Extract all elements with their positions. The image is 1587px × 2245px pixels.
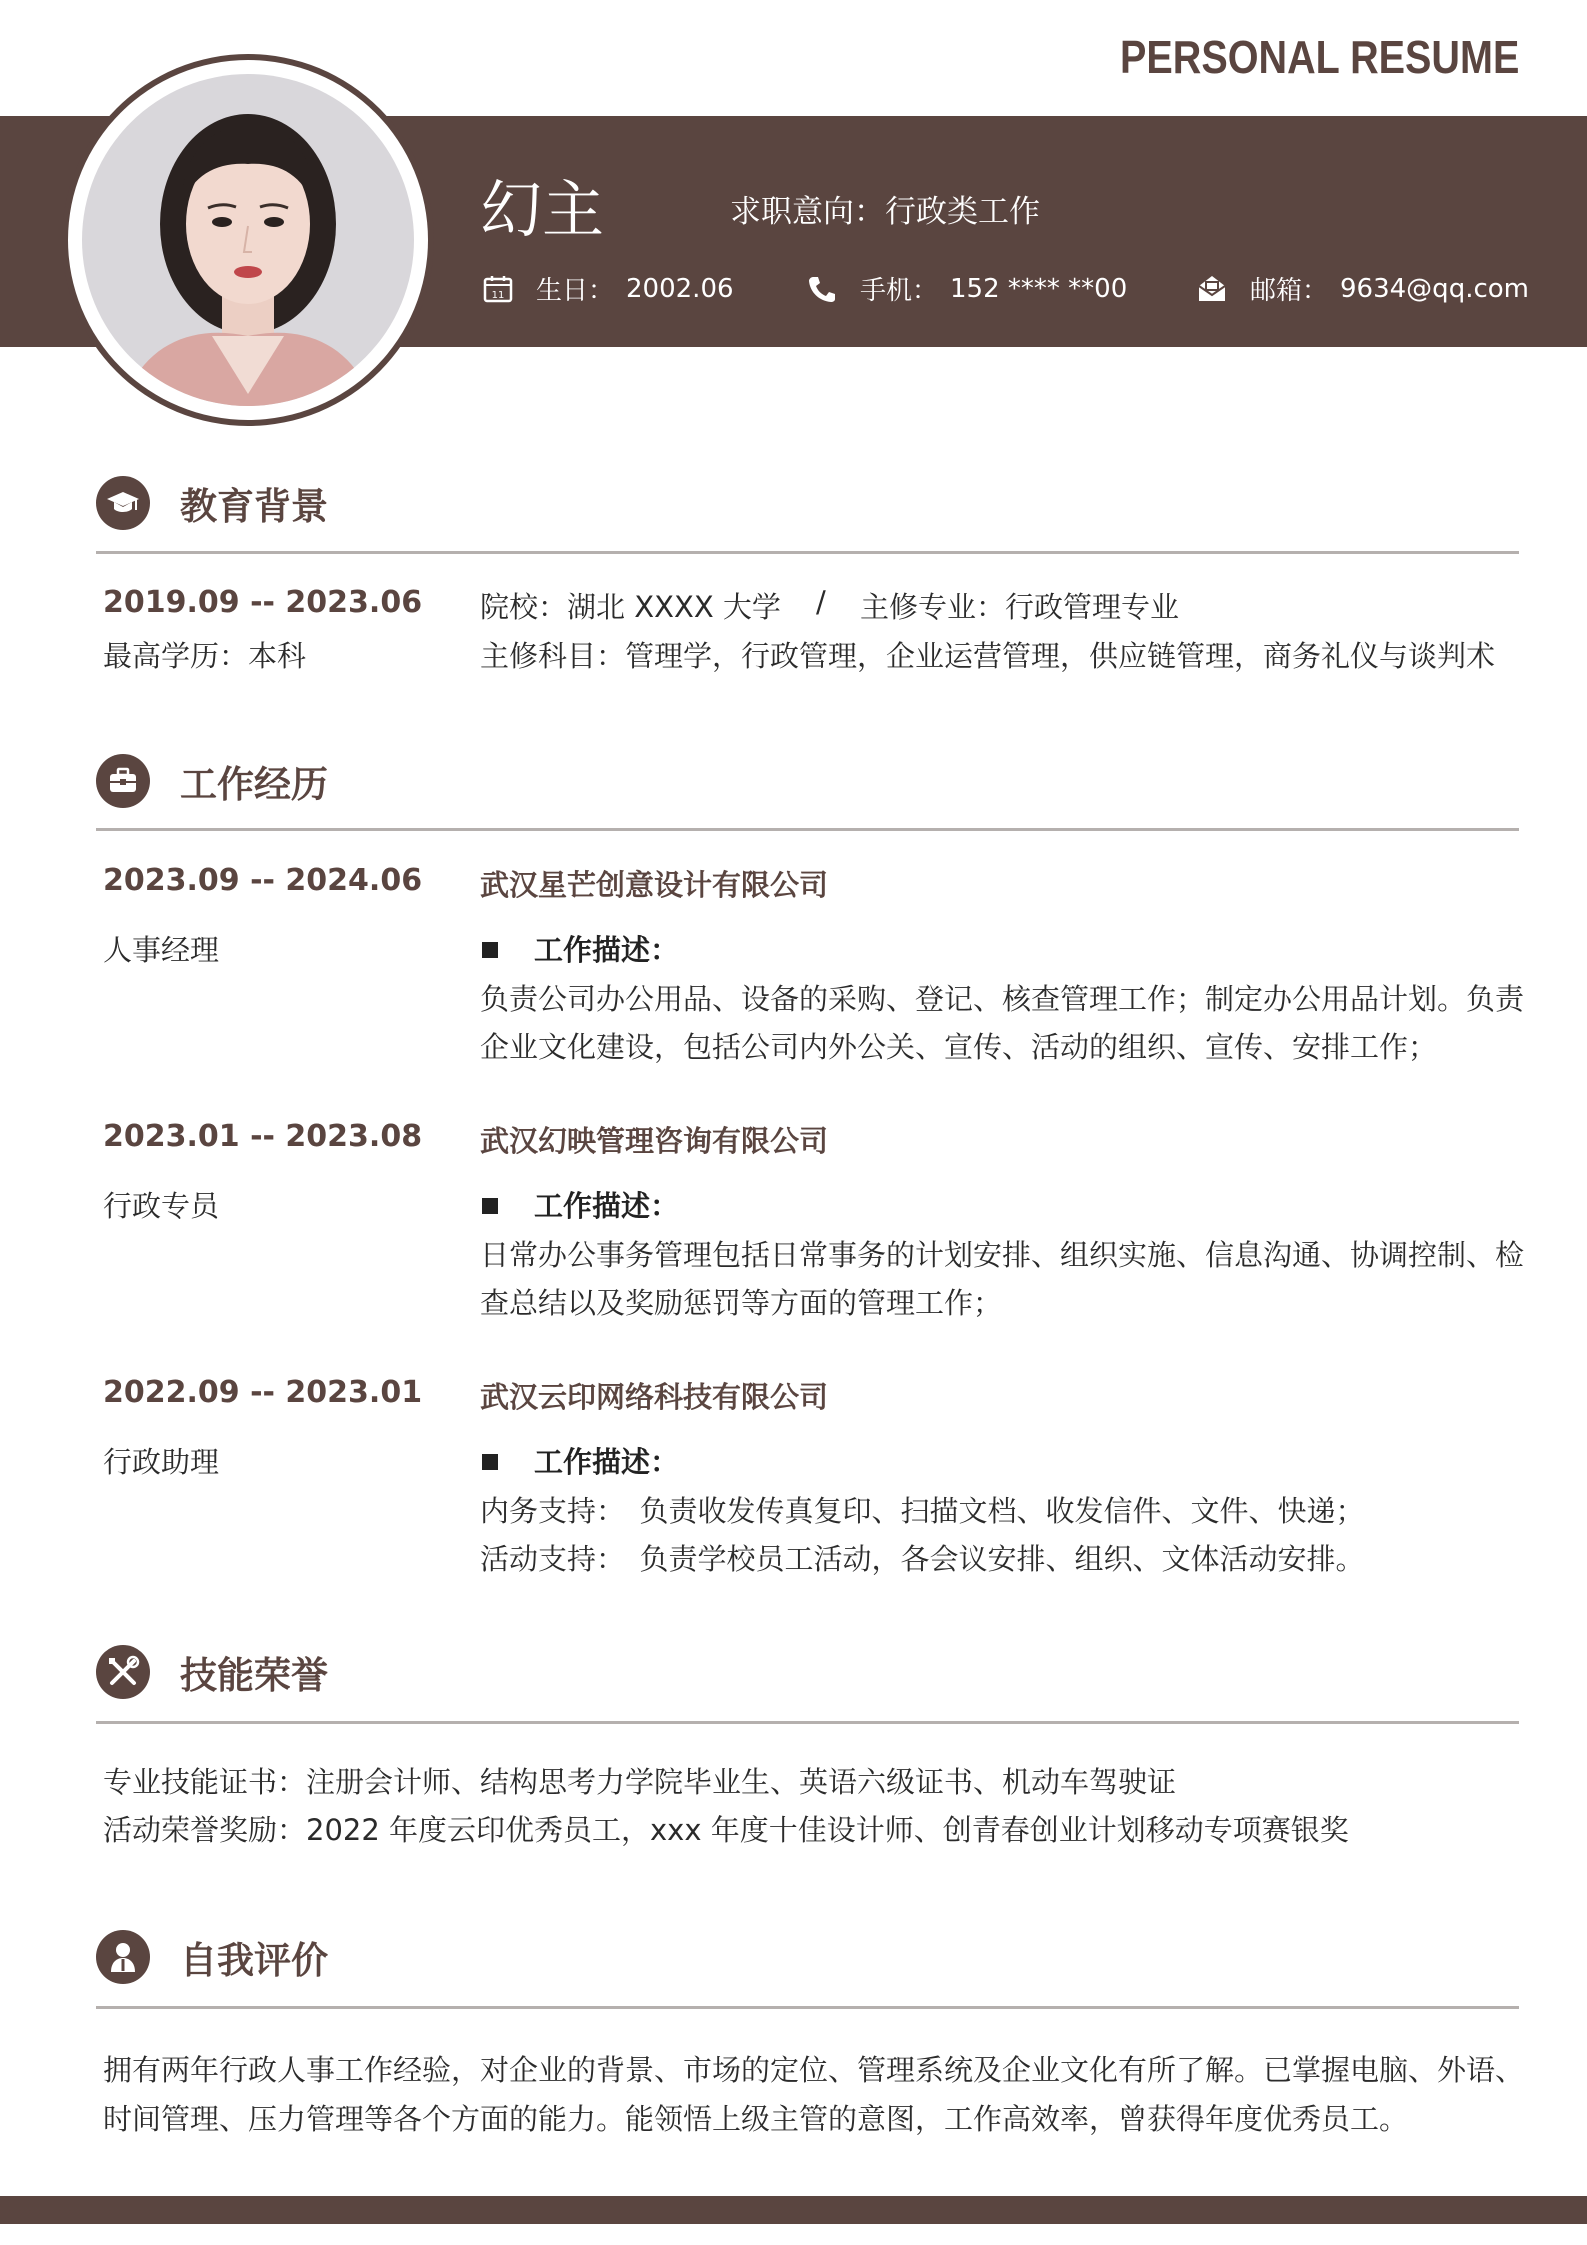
education-period: 2019.09 -- 2023.06 <box>103 585 423 620</box>
tools-icon <box>96 1645 150 1699</box>
skills-header <box>96 1645 328 1699</box>
svg-text:11: 11 <box>491 289 505 301</box>
email-info <box>1196 270 1529 307</box>
job-company: 武汉云印网络科技有限公司 <box>480 1380 829 1414</box>
phone-value: 152 **** **00 <box>950 273 1128 304</box>
briefcase-icon <box>96 754 150 808</box>
self-eval-divider <box>96 2006 1519 2009</box>
job-desc-header <box>482 1440 679 1481</box>
self-eval-header <box>96 1930 328 1984</box>
work-divider <box>96 828 1519 831</box>
person-icon <box>96 1930 150 1984</box>
avatar-portrait <box>82 74 414 406</box>
skills-line: 专业技能证书：注册会计师、结构思考力学院毕业生、英语六级证书、机动车驾驶证 <box>103 1765 1177 1799</box>
job-desc-header <box>482 928 679 969</box>
bullet-square-icon <box>482 1454 498 1470</box>
job-period: 2023.01 -- 2023.08 <box>103 1119 423 1154</box>
phone-info <box>806 270 1127 307</box>
birthday-info <box>482 270 734 307</box>
skills-divider <box>96 1721 1519 1724</box>
work-title: 工作经历 <box>180 763 328 806</box>
phone-label: 手机： <box>860 276 939 306</box>
education-courses: 主修科目：管理学，行政管理，企业运营管理，供应链管理，商务礼仪与谈判术 <box>480 639 1496 673</box>
self-eval-line: 拥有两年行政人事工作经验，对企业的背景、市场的定位、管理系统及企业文化有所了解。已掌握电脑、外语、 <box>103 2053 1525 2087</box>
job-role: 人事经理 <box>103 933 220 967</box>
work-header <box>96 754 328 808</box>
education-divider <box>96 551 1519 554</box>
job-desc-line: 查总结以及奖励惩罚等方面的管理工作； <box>480 1286 1003 1320</box>
job-role: 行政助理 <box>103 1445 220 1479</box>
birthday-label: 生日： <box>536 276 615 306</box>
job-desc-line: 活动支持： 负责学校员工活动，各会议安排、组织、文体活动安排。 <box>480 1542 1365 1576</box>
mail-icon <box>1196 273 1228 305</box>
job-period: 2023.09 -- 2024.06 <box>103 863 423 898</box>
education-school: 院校：湖北 XXXX 大学 <box>480 590 781 624</box>
job-company: 武汉幻映管理咨询有限公司 <box>480 1124 829 1158</box>
education-major: 主修专业：行政管理专业 <box>860 590 1180 624</box>
self-eval-title: 自我评价 <box>180 1939 328 1982</box>
email-label: 邮箱： <box>1250 276 1329 306</box>
education-slash: / <box>816 585 826 619</box>
candidate-name: 幻主 <box>480 173 605 246</box>
job-role: 行政专员 <box>103 1189 220 1223</box>
phone-icon <box>806 273 838 305</box>
footer-band <box>0 2196 1587 2224</box>
job-desc-label: 工作描述： <box>534 1189 680 1223</box>
job-intent: 求职意向：行政类工作 <box>730 194 1040 230</box>
job-company: 武汉星芒创意设计有限公司 <box>480 868 829 902</box>
job-desc-line: 内务支持： 负责收发传真复印、扫描文档、收发信件、文件、快递； <box>480 1494 1365 1528</box>
bullet-square-icon <box>482 1198 498 1214</box>
document-title: PERSONAL RESUME <box>1119 31 1519 83</box>
graduation-cap-icon <box>96 476 150 530</box>
job-desc-header <box>482 1184 679 1225</box>
job-desc-line: 负责公司办公用品、设备的采购、登记、核查管理工作；制定办公用品计划。负责 <box>480 982 1525 1016</box>
self-eval-line: 时间管理、压力管理等各个方面的能力。能领悟上级主管的意图，工作高效率，曾获得年度优秀员工。 <box>103 2102 1409 2136</box>
education-title: 教育背景 <box>180 485 328 528</box>
skills-line: 活动荣誉奖励：2022 年度云印优秀员工，xxx 年度十佳设计师、创青春创业计划移动专项赛银奖 <box>103 1813 1349 1847</box>
avatar <box>82 74 414 406</box>
job-desc-label: 工作描述： <box>534 1445 680 1479</box>
job-desc-line: 日常办公事务管理包括日常事务的计划安排、组织实施、信息沟通、协调控制、检 <box>480 1238 1525 1272</box>
birthday-value: 2002.06 <box>626 273 734 304</box>
education-degree: 最高学历：本科 <box>103 639 307 673</box>
bullet-square-icon <box>482 942 498 958</box>
job-desc-line: 企业文化建设，包括公司内外公关、宣传、活动的组织、宣传、安排工作； <box>480 1030 1438 1064</box>
job-period: 2022.09 -- 2023.01 <box>103 1375 423 1410</box>
calendar-icon <box>482 273 514 305</box>
education-header <box>96 476 328 530</box>
email-value: 9634@qq.com <box>1340 273 1529 304</box>
job-desc-label: 工作描述： <box>534 933 680 967</box>
skills-title: 技能荣誉 <box>180 1654 328 1697</box>
